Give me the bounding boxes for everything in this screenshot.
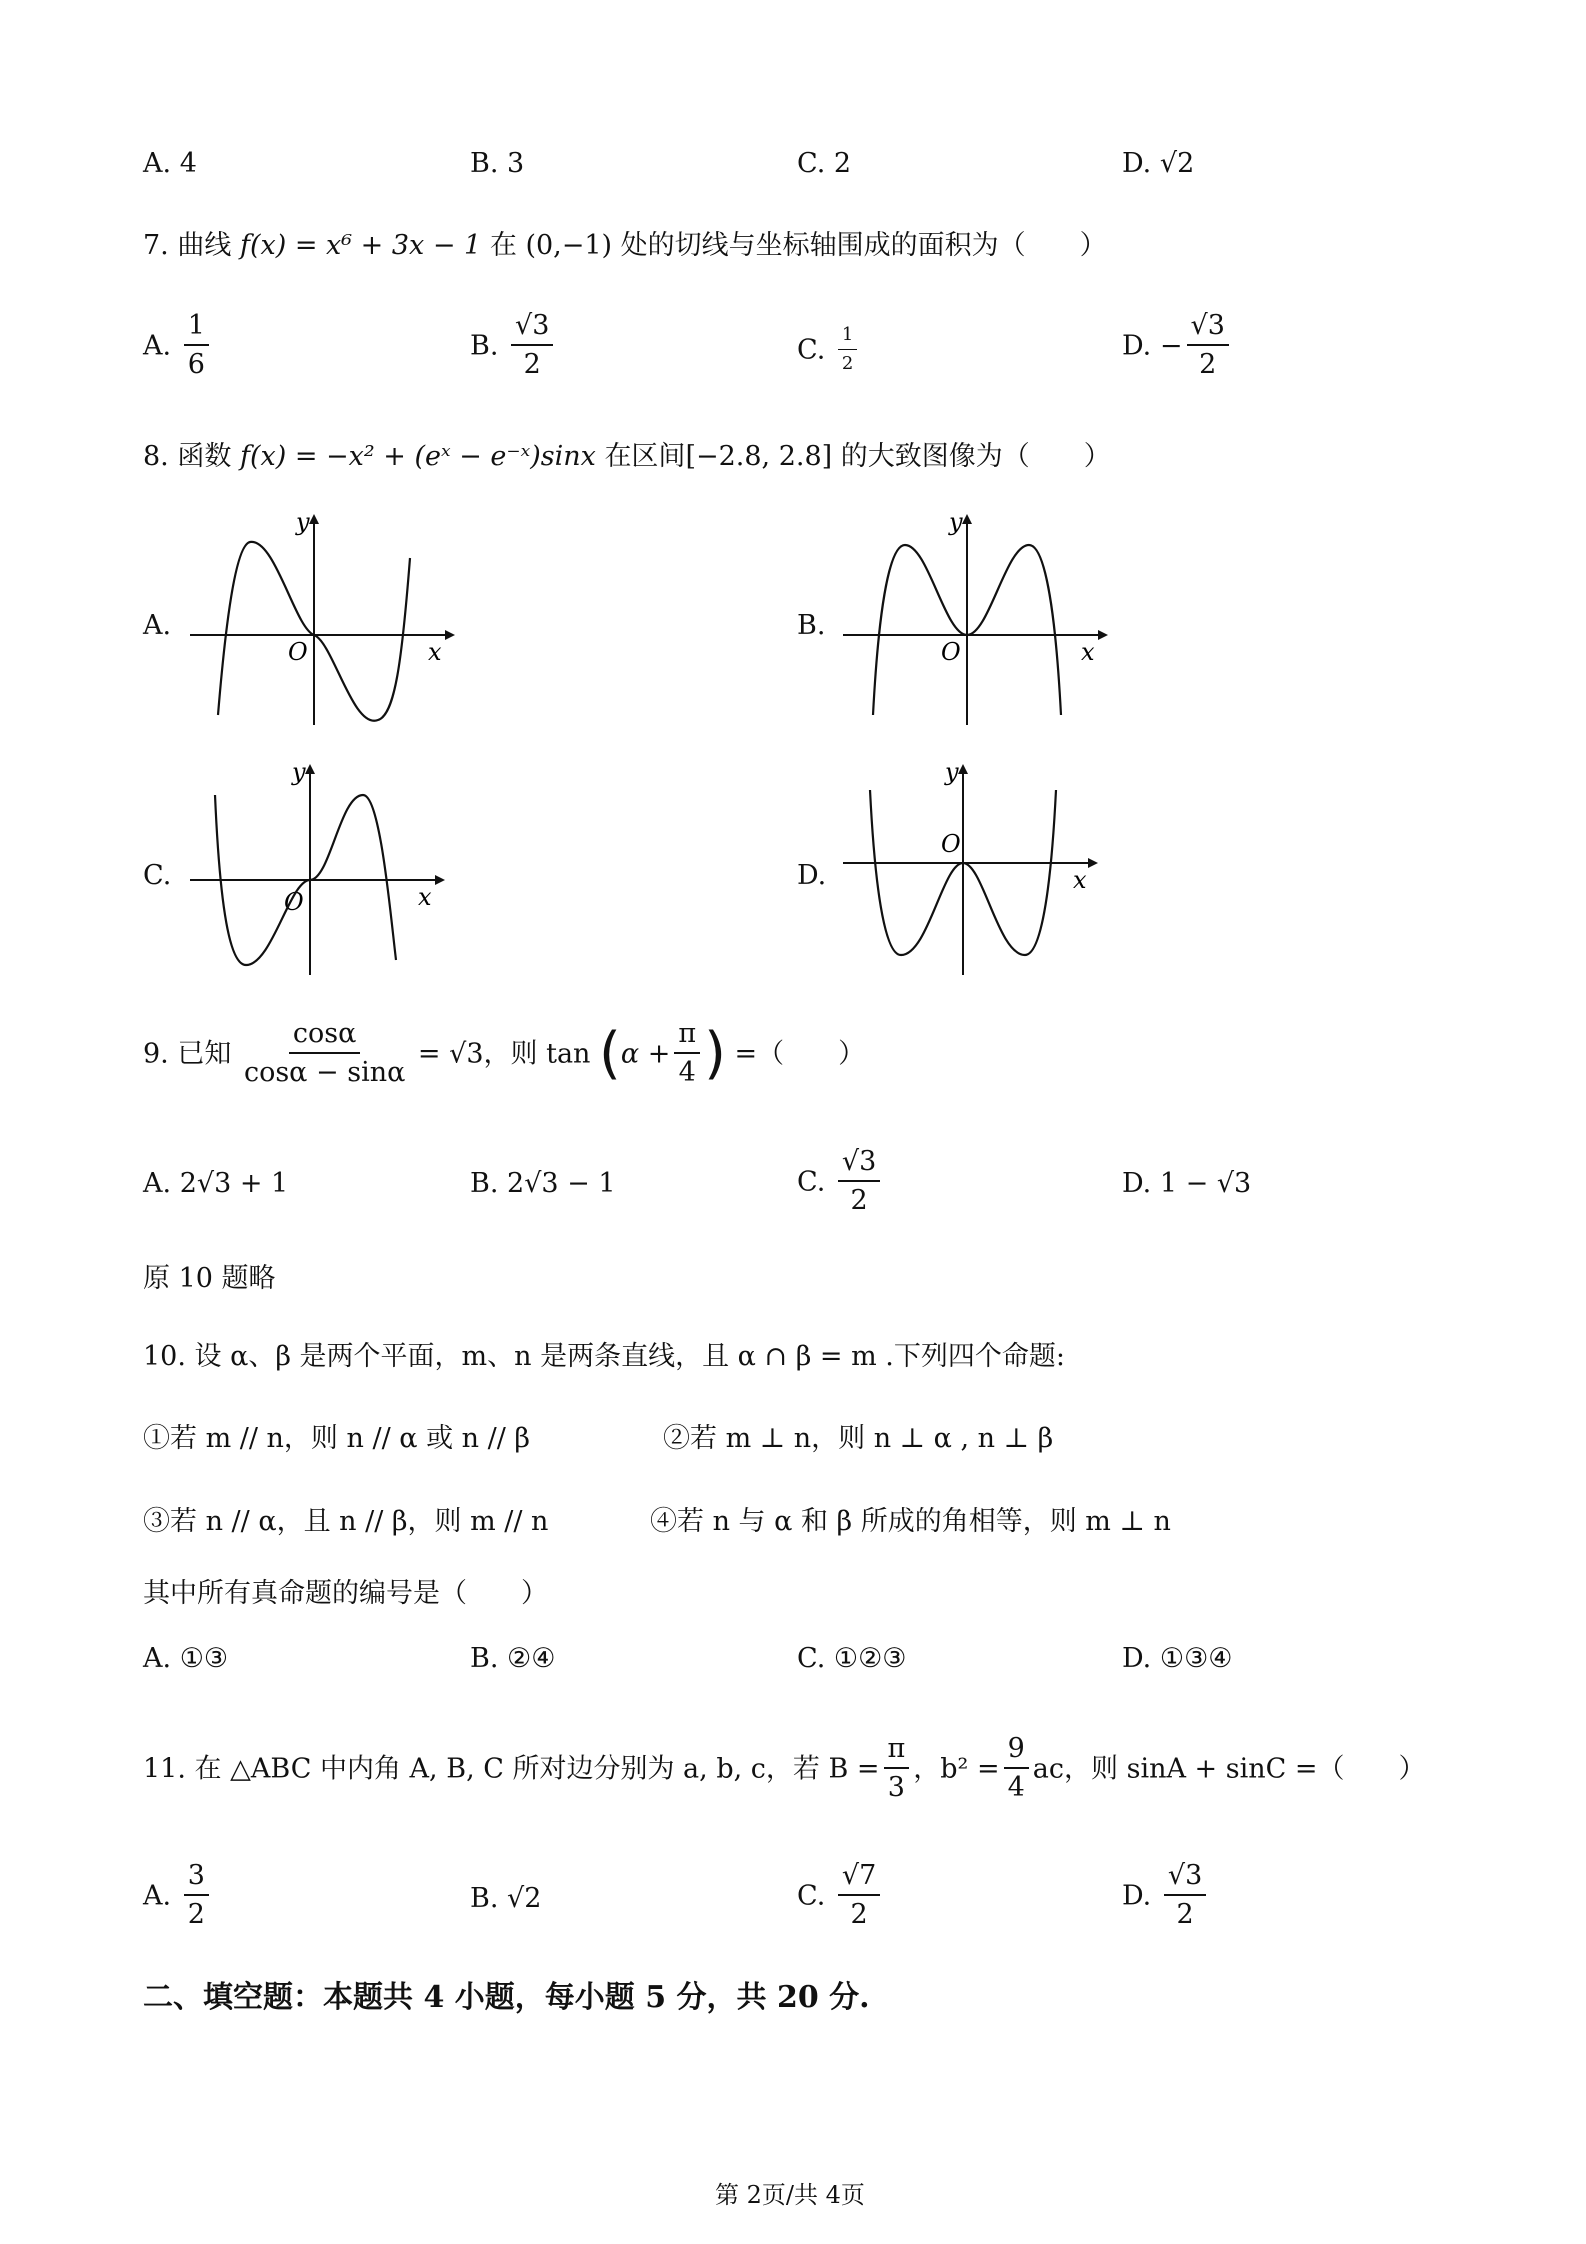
graph-a-origin: O bbox=[288, 638, 308, 666]
q9-option-d: D. 1 − √3 bbox=[1122, 1168, 1252, 1199]
q10-option-d: D. ①③④ bbox=[1122, 1643, 1233, 1674]
q6-option-b: B. 3 bbox=[470, 148, 525, 179]
q6-option-d: D. √2 bbox=[1122, 148, 1195, 179]
q10-proposition-2: ②若 m ⊥ n，则 n ⊥ α , n ⊥ β bbox=[663, 1423, 1054, 1454]
graph-d-x-label: x bbox=[1073, 866, 1087, 894]
q6-option-a: A. 4 bbox=[143, 148, 197, 179]
graph-d-y-label: y bbox=[945, 760, 959, 786]
graph-d-origin: O bbox=[941, 830, 961, 858]
q8-graph-c-label: C. bbox=[143, 860, 172, 891]
q8-graph-d-label: D. bbox=[797, 860, 827, 891]
q10-proposition-4: ④若 n 与 α 和 β 所成的角相等，则 m ⊥ n bbox=[650, 1506, 1171, 1537]
q11-option-b: B. √2 bbox=[470, 1883, 542, 1914]
q10-option-c: C. ①②③ bbox=[797, 1643, 907, 1674]
q8-graph-c bbox=[180, 760, 460, 980]
q8-graph-d bbox=[833, 760, 1113, 980]
q10-option-b: B. ②④ bbox=[470, 1643, 556, 1674]
q10-question: 其中所有真命题的编号是（ ） bbox=[143, 1578, 548, 1609]
note-q10-omitted: 原 10 题略 bbox=[143, 1263, 276, 1294]
q11-option-a: A. $\frac{3}{2}$ bbox=[143, 1862, 213, 1930]
q7-option-d: D. − $\frac{√3}{2}$ bbox=[1122, 312, 1233, 380]
q9-option-a: A. 2√3 + 1 bbox=[143, 1168, 289, 1199]
q7-option-a: A. $\frac{1}{6}$ bbox=[143, 312, 213, 380]
graph-c-origin: O bbox=[284, 888, 304, 916]
q8-stem: 8. 函数 f(x) = −x² + (eˣ − e⁻ˣ)sinx 在区间[−2.8, 2.8] 的大致图像为（ ） bbox=[143, 441, 1111, 472]
q7-option-b: B. $\frac{√3}{2}$ bbox=[470, 312, 557, 380]
graph-c-y-label: y bbox=[292, 760, 306, 786]
graph-c-x-label: x bbox=[418, 883, 432, 911]
section-2-heading: 二、填空题：本题共 4 小题，每小题 5 分，共 20 分. bbox=[143, 1980, 870, 2015]
graph-a-y-label: y bbox=[296, 510, 310, 536]
q11-option-c: C. $\frac{√7}{2}$ bbox=[797, 1862, 884, 1930]
q10-proposition-1: ①若 m // n，则 n // α 或 n // β bbox=[143, 1423, 531, 1454]
q11-stem: 11. 在 △ABC 中内角 A, B, C 所对边分别为 a, b, c，若 B = $\frac{\pi}{3}$ ，b² = $\frac{9}{4}$ ac，则 sinA + sinC =（ ） bbox=[143, 1733, 1426, 1804]
q8-graph-b-label: B. bbox=[797, 610, 826, 641]
q7-option-c: C. $\frac{1}{2}$ bbox=[797, 326, 861, 374]
q7-stem: 7. 曲线 f(x) = x⁶ + 3x − 1 在 (0,−1) 处的切线与坐标轴围成的面积为（ ） bbox=[143, 230, 1107, 261]
q10-stem: 10. 设 α、β 是两个平面，m、n 是两条直线，且 α ∩ β = m .下列四个命题: bbox=[143, 1341, 1065, 1372]
q6-option-c: C. 2 bbox=[797, 148, 852, 179]
q10-proposition-3: ③若 n // α，且 n // β，则 m // n bbox=[143, 1506, 549, 1537]
q8-graph-a bbox=[180, 510, 460, 730]
q9-option-c: C. $\frac{√3}{2}$ bbox=[797, 1148, 884, 1216]
q9-option-b: B. 2√3 − 1 bbox=[470, 1168, 616, 1199]
graph-a-x-label: x bbox=[428, 638, 442, 666]
page-footer: 第 2页/共 4页 bbox=[715, 2181, 865, 2209]
q8-graph-a-label: A. bbox=[143, 610, 172, 641]
q11-option-d: D. $\frac{√3}{2}$ bbox=[1122, 1862, 1210, 1930]
q8-graph-b bbox=[833, 510, 1113, 730]
graph-b-y-label: y bbox=[949, 510, 963, 536]
graph-b-x-label: x bbox=[1081, 638, 1095, 666]
q9-stem: 9. 已知 $\frac{\cos\alpha}{\cos\alpha - \sin\alpha}$ = √3，则 tan (α + $\frac{\pi}{4}$ ) =（ ） bbox=[143, 1018, 866, 1089]
q10-option-a: A. ①③ bbox=[143, 1643, 229, 1674]
graph-b-origin: O bbox=[941, 638, 961, 666]
